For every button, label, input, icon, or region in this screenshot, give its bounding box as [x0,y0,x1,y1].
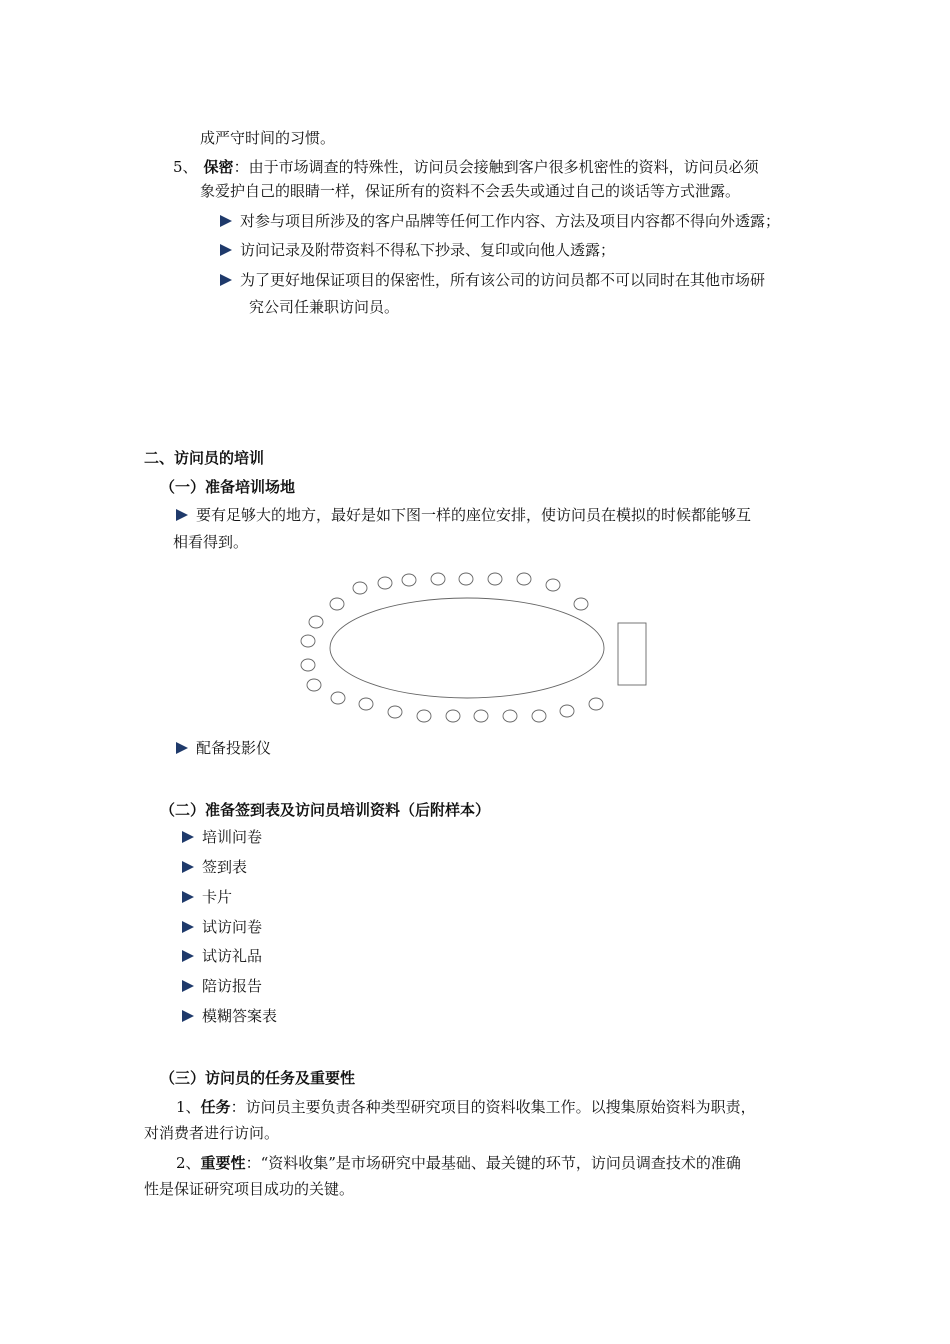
chair [459,573,473,585]
triangle-bullet-icon [220,244,232,256]
task-text: ：访问员主要负责各种类型研究项目的资料收集工作。以搜集原始资料为职责， [230,1098,756,1116]
chair [378,577,392,589]
chair [307,679,321,691]
triangle-bullet-icon [182,921,194,933]
list-item [176,504,751,526]
chair [560,705,574,717]
section-title: 二、访问员的培训 [144,449,265,467]
triangle-bullet-icon [220,274,232,286]
triangle-bullet-icon [182,891,194,903]
importance-text: ：“资料收集”是市场研究中最基础、最关键的环节，访问员调查技术的准确 [245,1154,741,1172]
bullet-continuation: 究公司任兼职访问员。 [249,298,400,316]
subsection-title-1: （一）准备培训场地 [160,478,296,496]
chair [474,710,488,722]
triangle-bullet-icon [220,215,232,227]
chair [589,698,603,710]
triangle-bullet-icon [182,980,194,992]
bullet-text: 对参与项目所涉及的客户品牌等任何工作内容、方法及项目内容都不得向外透露； [240,212,781,230]
bullet-text: 陪访报告 [202,977,263,995]
chair [301,659,315,671]
chair [353,582,367,594]
chair [431,573,445,585]
bullet-text: 试访礼品 [202,947,263,965]
list-item [182,856,247,878]
task-number: 1、 [176,1098,201,1116]
list-item [220,210,780,232]
projector-screen [618,623,646,685]
chair [330,598,344,610]
chair [301,635,315,647]
chairs [301,573,603,722]
chair [446,710,460,722]
list-item [176,737,271,759]
chair [503,710,517,722]
list-item [220,269,765,291]
item-5-number: 5、 [173,158,198,176]
seating-diagram [296,568,656,726]
bullet-text: 试访问卷 [202,918,263,936]
subsection-title-2: （二）准备签到表及访问员培训资料（后附样本） [160,801,491,819]
list-item [182,1005,277,1027]
bullet-text: 模糊答案表 [202,1007,278,1025]
list-item [182,886,232,908]
chair [402,574,416,586]
list-item [182,975,262,997]
bullet-text: 培训问卷 [202,828,263,846]
chair [359,698,373,710]
item-5-text-line1: ：由于市场调查的特殊性，访问员会接触到客户很多机密性的资料，访问员必须 [233,158,759,176]
list-item [182,945,262,967]
task-line1 [176,1096,756,1118]
bullet-text: 签到表 [202,858,248,876]
bullet-text: 配备投影仪 [196,739,272,757]
bullet-text: 访问记录及附带资料不得私下抄录、复印或向他人透露； [240,241,616,259]
importance-label: 重要性 [200,1154,246,1172]
item-5-text-line2: 象爱护自己的眼睛一样，保证所有的资料不会丢失或通过自己的谈话等方式泄露。 [200,182,741,200]
conference-table [330,598,604,698]
chair [532,710,546,722]
importance-number: 2、 [176,1154,201,1172]
task-line2: 对消费者进行访问。 [144,1124,280,1142]
chair [417,710,431,722]
chair [488,573,502,585]
triangle-bullet-icon [182,861,194,873]
importance-line1 [176,1152,741,1174]
importance-line2: 性是保证研究项目成功的关键。 [144,1180,355,1198]
bullet-text: 卡片 [202,888,233,906]
chair [331,692,345,704]
task-label: 任务 [200,1098,231,1116]
triangle-bullet-icon [182,950,194,962]
paragraph-tail: 成严守时间的习惯。 [200,129,336,147]
triangle-bullet-icon [176,509,188,521]
chair [574,598,588,610]
triangle-bullet-icon [176,742,188,754]
subsection-title-3: （三）访问员的任务及重要性 [160,1069,356,1087]
chair [309,616,323,628]
chair [388,706,402,718]
list-item [182,916,262,938]
chair [517,573,531,585]
bullet-text: 要有足够大的地方，最好是如下图一样的座位安排，使访问员在模拟的时候都能够互 [196,506,752,524]
triangle-bullet-icon [182,1010,194,1022]
list-item [220,239,615,261]
list-item [182,826,262,848]
bullet-text: 为了更好地保证项目的保密性，所有该公司的访问员都不可以同时在其他市场研 [240,271,766,289]
triangle-bullet-icon [182,831,194,843]
item-5-label: 保密 [203,158,234,176]
bullet-continuation: 相看得到。 [173,533,249,551]
item-5-line1 [173,156,759,178]
chair [546,579,560,591]
